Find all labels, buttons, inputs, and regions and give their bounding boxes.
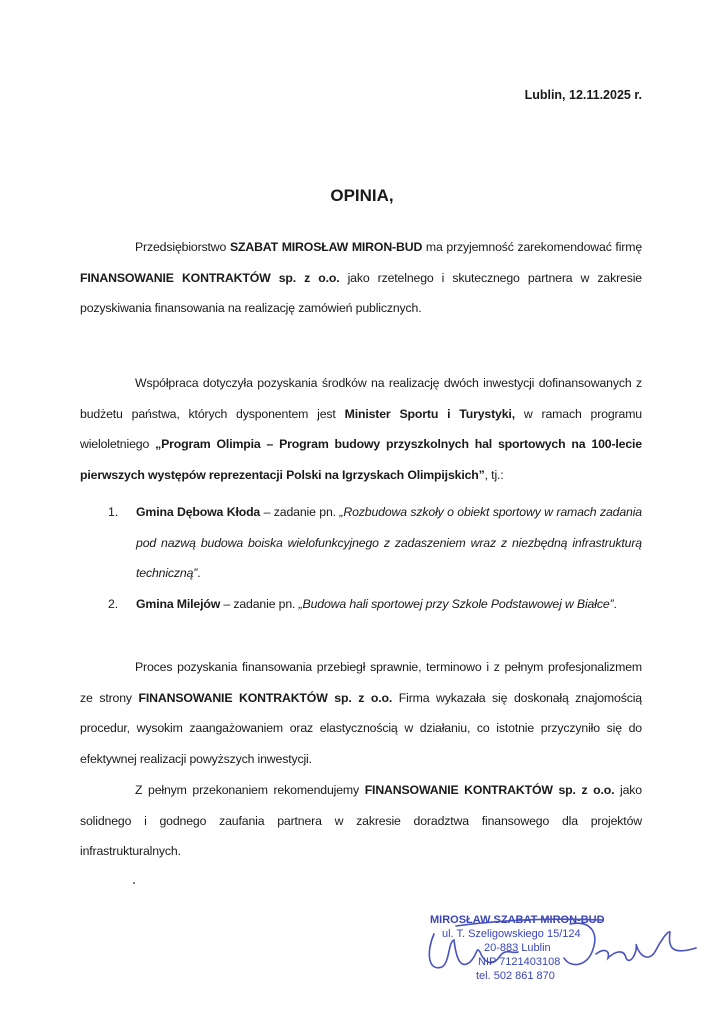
text: – zadanie pn. xyxy=(220,597,299,611)
text: jako rzetelnego i skutecznego partnera w zakresie pozyskiwania finansowania na realizację zamówień publicznych. xyxy=(80,270,642,315)
text: – zadanie pn. xyxy=(260,505,340,519)
text: Przedsiębiorstwo xyxy=(135,240,230,254)
recommended-company: FINANSOWANIE KONTRAKTÓW sp. z o.o. xyxy=(138,690,393,705)
municipality: Gmina Milejów xyxy=(136,597,221,611)
document-date: Lublin, 12.11.2025 r. xyxy=(524,88,642,102)
document-title: OPINIA, xyxy=(330,186,394,205)
text: Z pełnym przekonaniem rekomendujemy xyxy=(135,783,365,797)
list-number: 2. xyxy=(108,597,118,611)
paragraph-conclusion xyxy=(80,775,642,867)
stamp-line: NIP 7121403108 xyxy=(478,956,561,968)
stamp-line: ul. T. Szeligowskiego 15/124 xyxy=(442,928,581,940)
stamp-line: tel. 502 861 870 xyxy=(476,970,555,982)
municipality: Gmina Dębowa Kłoda xyxy=(136,505,261,519)
text: ma przyjemność zarekomendować firmę xyxy=(422,240,643,254)
program-name: „Program Olimpia – Program budowy przyszkolnych hal sportowych na 100-lecie pierwszych występów reprezentacji Polski na Igrzyskach Olimpijskich” xyxy=(80,437,642,482)
text: Proces pozyskania finansowania przebiegł sprawnie, terminowo i z pełnym profesjonalizmem ze strony xyxy=(80,660,642,705)
recommended-company: FINANSOWANIE KONTRAKTÓW sp. z o.o. xyxy=(80,270,340,285)
paragraph-recommendation xyxy=(80,232,642,324)
paragraph-cooperation xyxy=(80,368,642,490)
list-item xyxy=(108,497,642,589)
list-number: 1. xyxy=(108,505,118,519)
paragraph-process xyxy=(80,652,642,774)
company-name: SZABAT MIROSŁAW MIRON-BUD xyxy=(229,240,423,254)
stamp-line: 20-883 Lublin xyxy=(484,942,551,954)
handwritten-signature xyxy=(420,912,710,992)
minister: Minister Sportu i Turystyki, xyxy=(344,406,515,421)
scan-speck xyxy=(133,882,135,884)
text: Współpraca dotyczyła pozyskania środków na realizację dwóch inwestycji dofinansowanych z budżetu państwa, których dysponentem jest xyxy=(80,376,642,421)
text: . xyxy=(197,566,201,580)
recommended-company: FINANSOWANIE KONTRAKTÓW sp. z o.o. xyxy=(364,783,615,797)
text: Firma wykazała się doskonałą znajomością procedur, wysokim zaangażowaniem oraz elastycznością w działaniu, co istotnie przyczyniło się do efektywnej realizacji powyższych inwestycji. xyxy=(80,690,642,766)
list-item xyxy=(108,589,642,620)
company-stamp xyxy=(420,912,710,992)
text: , tj.: xyxy=(484,467,504,482)
text: . xyxy=(613,597,617,611)
stamp-line: MIROSŁAW SZABAT MIRON-BUD xyxy=(430,914,605,926)
task-name: „Rozbudowa szkoły o obiekt sportowy w ramach zadania pod nazwą budowa boiska wielofunkcyjnego z zadaszeniem wraz z niezbędną infrastrukturą techniczną” xyxy=(136,505,642,580)
text: w ramach programu wieloletniego xyxy=(80,406,642,451)
task-name: „Budowa hali sportowej przy Szkole Podstawowej w Białce” xyxy=(298,597,614,611)
text: jako solidnego i godnego zaufania partnera w zakresie doradztwa finansowego dla projektów infrastrukturalnych. xyxy=(80,783,642,858)
